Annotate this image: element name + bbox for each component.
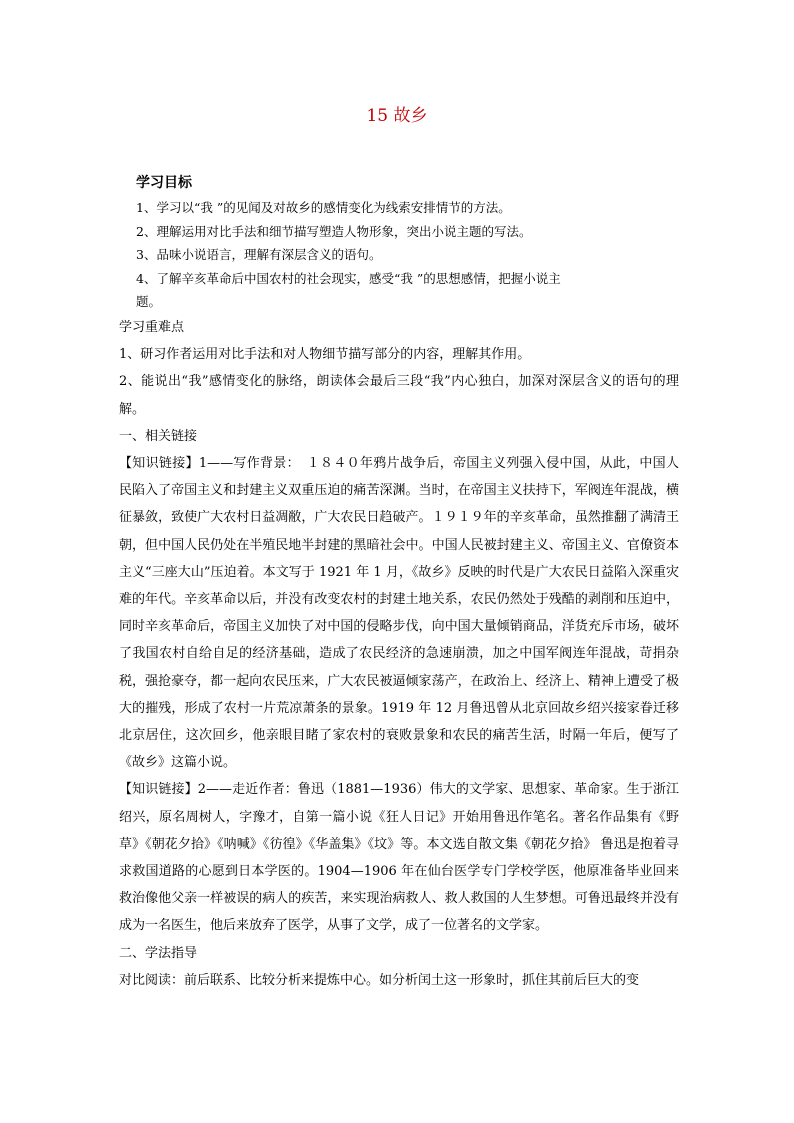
section-heading-related-links: 一、相关链接	[119, 428, 198, 444]
goal-item: 4、了解辛亥革命后中国农村的社会现实，感受“我 ”的思想感情，把握小说主	[136, 270, 561, 286]
document-body	[119, 314, 679, 994]
difficulty-item: 2、能说出“我”感情变化的脉络，朗读体会最后三段“我”内心独白，加深对深层含义的语句的理解。	[119, 374, 679, 417]
method-paragraph: 对比阅读：前后联系、比较分析来提炼中心。如分析闰土这一形象时，抓住其前后巨大的变	[119, 972, 640, 988]
goal-item-continuation: 题。	[136, 294, 162, 309]
page-title: 15 故乡	[366, 106, 428, 126]
knowledge-link-author: 【知识链接】2——走近作者：鲁迅（1881—1936）伟大的文学家、思想家、革命家。生于浙江绍兴，原名周树人，字豫才，自第一篇小说《狂人日记》开始用鲁迅作笔名。著名作品集有《野草》《朝花夕拾》《呐喊》《彷徨》《华盖集》《坟》等。本文选自散文集《朝花夕拾》 鲁迅是抱着寻求救国道路的心愿到日本学医的。1904—1906 年在仙台医学专门学校学医，他原准备毕业回来救治像他父亲一样被误的病人的疾苦，来实现治病救人、救人救国的人生梦想。可鲁迅最终并没有成为一名医生，他后来放弃了医学，从事了文学，成了一位著名的文学家。	[119, 782, 679, 934]
section-heading-method: 二、学法指导	[119, 945, 198, 961]
difficulty-item: 1、研习作者运用对比手法和对人物细节描写部分的内容，理解其作用。	[119, 347, 531, 363]
knowledge-link-background: 【知识链接】1——写作背景： １８４０年鸦片战争后，帝国主义列强入侵中国，从此，中国人民陷入了帝国主义和封建主义双重压迫的痛苦深渊。当时，在帝国主义扶持下，军阀连年混战，横征暴敛，致使广大农村日益凋敝，广大农民日趋破产。１９１９年的辛亥革命，虽然推翻了满清王朝，但中国人民仍处在半殖民地半封建的黑暗社会中。中国人民被封建主义、帝国主义、官僚资本主义“三座大山”压迫着。本文写于 1921 年 1 月，《故乡》反映的时代是广大农民日益陷入深重灾难的年代。辛亥革命以后，并没有改变农村的封建土地关系，农民仍然处于残酷的剥削和压迫中，同时辛亥革命后，帝国主义加快了对中国的侵略步伐，向中国大量倾销商品，洋货充斥市场，破坏了我国农村自给自足的经济基础，造成了农民经济的急速崩溃，加之中国军阀连年混战，苛捐杂税，强抢豪夺，都一起向农民压来，广大农民被逼倾家荡产，在政治上、经济上、精神上遭受了极大的摧残，形成了农村一片荒凉萧条的景象。1919 年 12 月鲁迅曾从北京回故乡绍兴接家眷迁移北京居住，这次回乡，他亲眼目睹了家农村的衰败景象和农民的痛苦生活，时隔一年后，便写了《故乡》这篇小说。	[119, 456, 679, 771]
goal-item: 3、品味小说语言，理解有深层含义的语句。	[136, 247, 382, 262]
goals-heading: 学习目标	[136, 175, 192, 191]
difficulties-heading: 学习重难点	[119, 320, 185, 335]
goal-item: 2、理解运用对比手法和细节描写塑造人物形象，突出小说主题的写法。	[136, 223, 532, 239]
goal-item: 1、学习以“我 ”的见闻及对故乡的感情变化为线索安排情节的方法。	[136, 200, 511, 215]
learning-goals	[136, 172, 676, 314]
